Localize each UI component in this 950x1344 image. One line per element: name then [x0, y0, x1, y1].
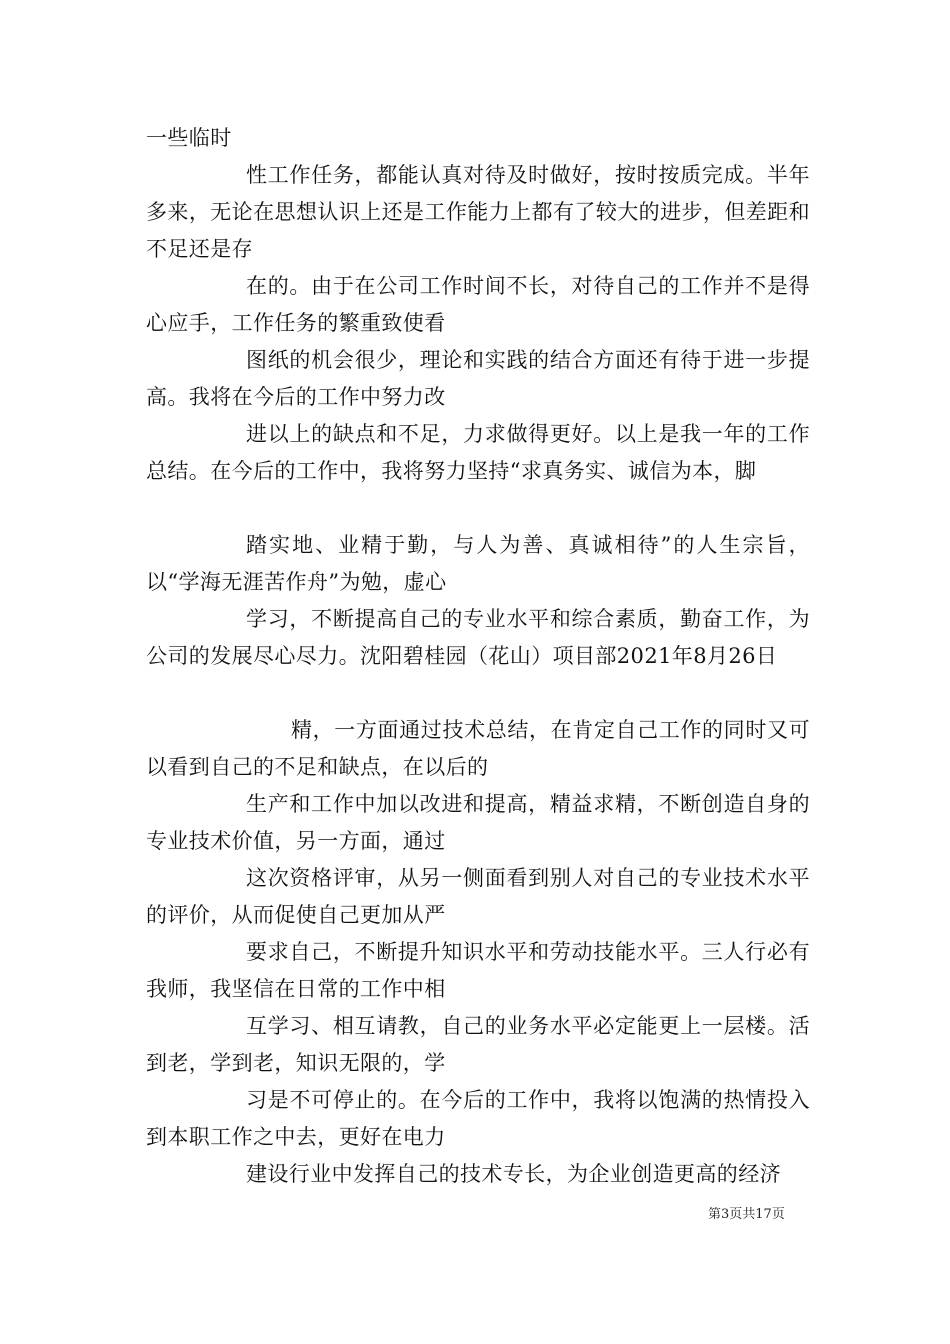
paragraph-12: 互学习、相互请教，自己的业务水平必定能更上一层楼。活到老，学到老，知识无限的，学 — [146, 1014, 810, 1075]
paragraph-6: 踏实地、业精于勤，与人为善、真诚相待”的人生宗旨，以“学海无涯苦作舟”为勉，虚心 — [146, 533, 810, 594]
paragraph-5: 进以上的缺点和不足，力求做得更好。以上是我一年的工作总结。在今后的工作中，我将努力坚持“求真务实、诚信为本，脚 — [146, 422, 810, 483]
paragraph-11: 要求自己，不断提升知识水平和劳动技能水平。三人行必有我师，我坚信在日常的工作中相 — [146, 940, 810, 1001]
paragraph-14: 建设行业中发挥自己的技术专长，为企业创造更高的经济 — [246, 1162, 781, 1186]
paragraph-9: 生产和工作中加以改进和提高，精益求精，不断创造自身的专业技术价值，另一方面，通过 — [146, 792, 810, 853]
paragraph-7: 学习，不断提高自己的专业水平和综合素质，勤奋工作，为公司的发展尽心尽力。沈阳碧桂园（花山）项目部2021年8月26日 — [146, 607, 810, 668]
paragraph-8: 精，一方面通过技术总结，在肯定自己工作的同时又可以看到自己的不足和缺点，在以后的 — [146, 718, 810, 779]
paragraph-1: 一些临时 — [146, 126, 232, 150]
paragraph-4: 图纸的机会很少，理论和实践的结合方面还有待于进一步提高。我将在今后的工作中努力改 — [146, 348, 810, 409]
paragraph-3: 在的。由于在公司工作时间不长，对待自己的工作并不是得心应手，工作任务的繁重致使看 — [146, 274, 810, 335]
paragraph-13: 习是不可停止的。在今后的工作中，我将以饱满的热情投入到本职工作之中去，更好在电力 — [146, 1088, 810, 1149]
page-number: 第3页共17页 — [708, 1207, 785, 1222]
paragraph-10: 这次资格评审，从另一侧面看到别人对自己的专业技术水平的评价，从而促使自己更加从严 — [146, 866, 810, 927]
paragraph-2: 性工作任务，都能认真对待及时做好，按时按质完成。半年多来，无论在思想认识上还是工作能力上都有了较大的进步，但差距和不足还是存 — [146, 163, 810, 261]
